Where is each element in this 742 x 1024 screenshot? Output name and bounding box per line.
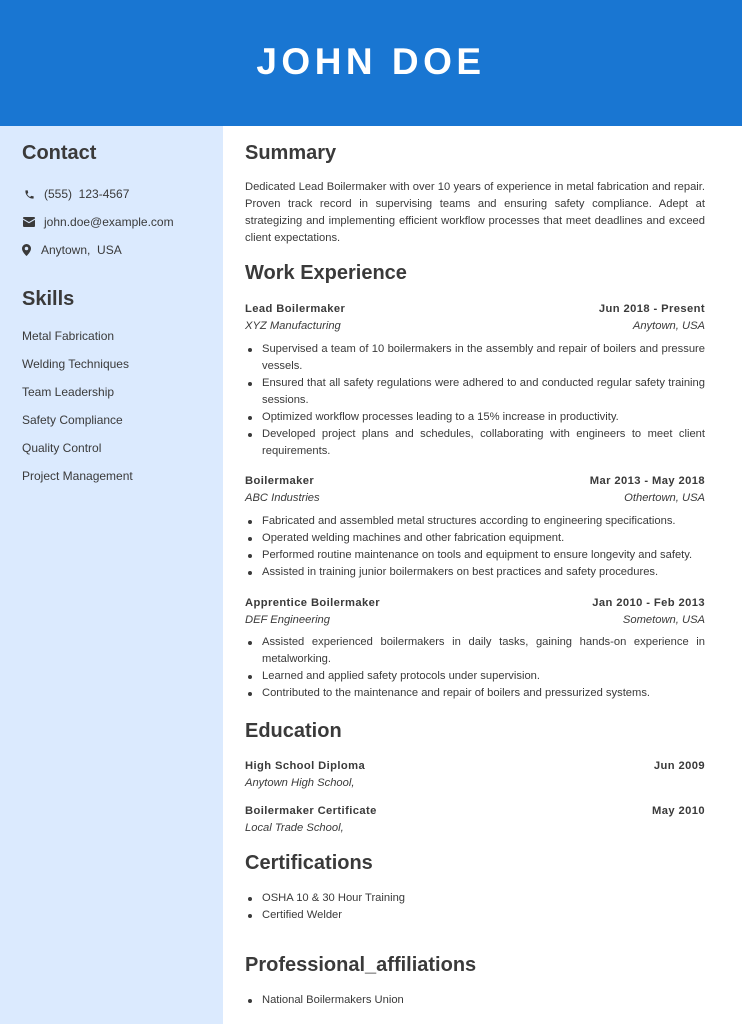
email-link[interactable]: john.doe@example.com bbox=[44, 215, 174, 229]
degree-date: Jun 2009 bbox=[653, 760, 705, 772]
work-experience-title: Work Experience bbox=[245, 262, 407, 284]
list-item: Fabricated and assembled metal structures according to engineering specifications. bbox=[245, 513, 705, 530]
skill-item: Quality Control bbox=[22, 441, 102, 455]
job-company: DEF Engineering bbox=[245, 614, 330, 626]
education-school-row bbox=[245, 777, 705, 789]
job-subheader bbox=[245, 614, 705, 626]
degree-date: May 2010 bbox=[652, 805, 705, 817]
summary-text: Dedicated Lead Boilermaker with over 10 years of experience in metal fabrication and repair. Proven track record in supervising teams and ensuring safety compliance. Adept at strategizing and implementing efficient workflow processes that meet deadlines and exceed client expectations. bbox=[245, 181, 705, 244]
list-item: OSHA 10 & 30 Hour Training bbox=[245, 890, 705, 907]
education-title: Education bbox=[245, 720, 342, 742]
degree-name: High School Diploma bbox=[245, 760, 366, 772]
degree-name: Boilermaker Certificate bbox=[245, 805, 377, 817]
list-item: Assisted in training junior boilermakers on best practices and safety procedures. bbox=[245, 564, 705, 581]
list-item: Contributed to the maintenance and repair of boilers and pressurized systems. bbox=[245, 685, 705, 702]
job-bullets bbox=[245, 634, 705, 702]
candidate-name: JOHN DOE bbox=[256, 41, 486, 82]
affiliations-list bbox=[245, 992, 705, 1009]
affiliations-title: Professional_affiliations bbox=[245, 954, 477, 976]
contact-email bbox=[22, 215, 174, 229]
education-header bbox=[245, 805, 705, 817]
job-header bbox=[245, 475, 705, 487]
job-subheader bbox=[245, 320, 705, 332]
education-header bbox=[245, 760, 705, 772]
school-name: Anytown High School, bbox=[245, 777, 355, 789]
phone-text: (555) 123-4567 bbox=[44, 187, 130, 201]
skill-item: Safety Compliance bbox=[22, 413, 123, 427]
skill-item: Team Leadership bbox=[22, 385, 115, 399]
list-item: Ensured that all safety regulations were adhered to and conducted regular safety training sessions. bbox=[245, 375, 705, 409]
job-company: XYZ Manufacturing bbox=[245, 320, 341, 332]
contact-title: Contact bbox=[22, 142, 97, 164]
list-item: Assisted experienced boilermakers in daily tasks, gaining hands-on experience in metalworking. bbox=[245, 634, 705, 668]
job-dates: Mar 2013 - May 2018 bbox=[589, 475, 705, 487]
skill-item: Welding Techniques bbox=[22, 357, 129, 371]
phone-icon bbox=[22, 187, 36, 201]
job-bullets bbox=[245, 341, 705, 460]
certifications-list bbox=[245, 890, 705, 924]
list-item: Developed project plans and schedules, collaborating with engineers to meet client requirements. bbox=[245, 426, 705, 460]
job-header bbox=[245, 597, 705, 609]
contact-phone bbox=[22, 187, 129, 201]
job-role: Boilermaker bbox=[245, 475, 315, 487]
job-dates: Jun 2018 - Present bbox=[598, 303, 705, 315]
job-location: Sometown, USA bbox=[622, 614, 705, 626]
school-name: Local Trade School, bbox=[245, 822, 344, 834]
certifications-title: Certifications bbox=[245, 852, 373, 874]
summary-title: Summary bbox=[245, 142, 337, 164]
job-location: Othertown, USA bbox=[624, 492, 705, 504]
list-item: Learned and applied safety protocols under supervision. bbox=[245, 668, 705, 685]
envelope-icon bbox=[22, 215, 36, 229]
skills-title: Skills bbox=[22, 288, 75, 310]
job-subheader bbox=[245, 492, 705, 504]
list-item: National Boilermakers Union bbox=[245, 992, 705, 1009]
job-header bbox=[245, 303, 705, 315]
job-bullets bbox=[245, 513, 705, 581]
location-text: Anytown, USA bbox=[41, 243, 122, 257]
map-pin-icon bbox=[22, 243, 35, 257]
skill-item: Metal Fabrication bbox=[22, 329, 115, 343]
job-dates: Jan 2010 - Feb 2013 bbox=[592, 597, 705, 609]
list-item: Supervised a team of 10 boilermakers in the assembly and repair of boilers and pressure vessels. bbox=[245, 341, 705, 375]
sidebar bbox=[0, 126, 223, 1024]
list-item: Operated welding machines and other fabrication equipment. bbox=[245, 530, 705, 547]
list-item: Certified Welder bbox=[245, 907, 705, 924]
job-location: Anytown, USA bbox=[632, 320, 705, 332]
list-item: Performed routine maintenance on tools and equipment to ensure longevity and safety. bbox=[245, 547, 705, 564]
education-school-row bbox=[245, 822, 705, 834]
list-item: Optimized workflow processes leading to a 15% increase in productivity. bbox=[245, 409, 705, 426]
contact-location bbox=[22, 243, 122, 257]
job-role: Lead Boilermaker bbox=[245, 303, 346, 315]
resume-header bbox=[0, 0, 742, 126]
job-role: Apprentice Boilermaker bbox=[245, 597, 381, 609]
skill-item: Project Management bbox=[22, 469, 133, 483]
job-company: ABC Industries bbox=[245, 492, 320, 504]
